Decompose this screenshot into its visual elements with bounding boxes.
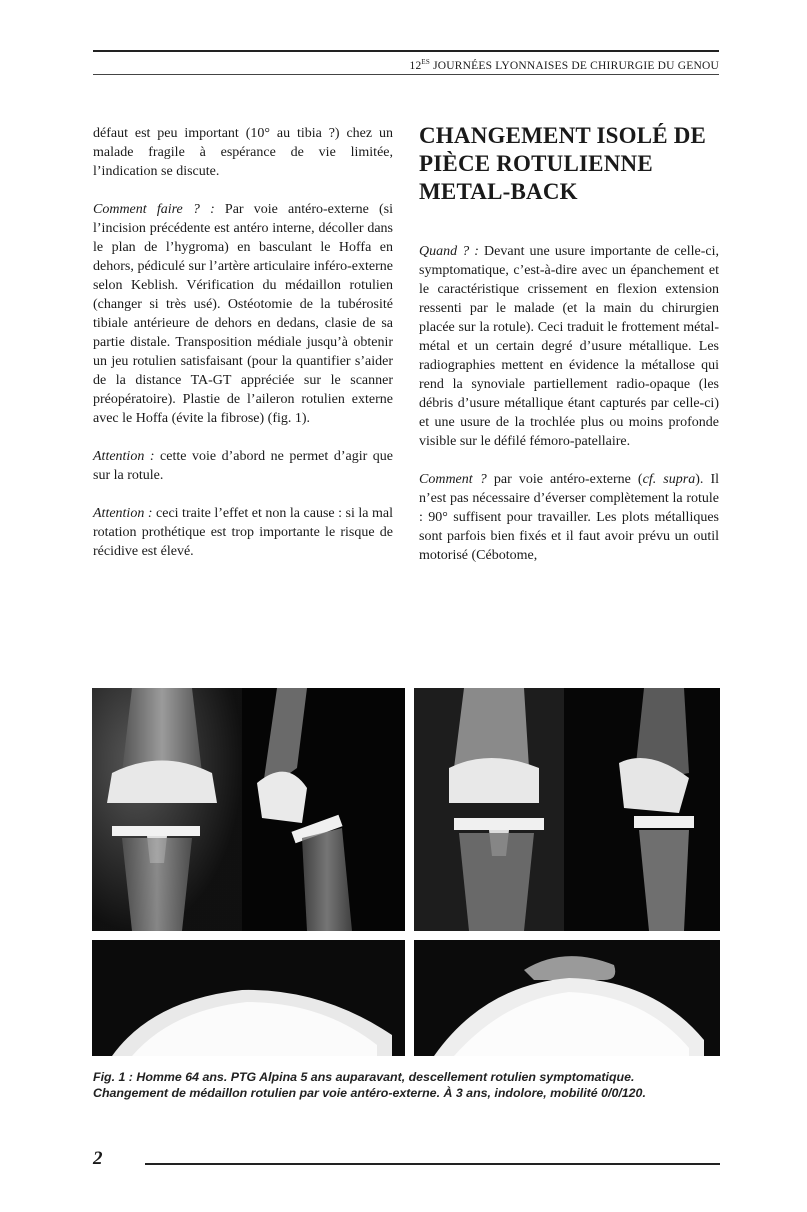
caption-line-1: Fig. 1 : Homme 64 ans. PTG Alpina 5 ans auparavant, descellement rotulien symptomatique. (93, 1070, 635, 1084)
left-paragraph-4 (93, 504, 393, 561)
section-title-line-2: PIÈCE ROTULIENNE (419, 151, 653, 176)
xray-before-patella (92, 940, 405, 1056)
left-p3-text: cette voie d’abord ne permet d’agir que sur la rotule. (93, 449, 393, 483)
right-p2-text-1: par voie antéro-externe ( (486, 472, 643, 487)
right-paragraph-2 (419, 470, 719, 565)
left-p4-lead: Attention : (93, 506, 153, 521)
caption-line-2: Changement de médaillon rotulien par voie antéro-externe. À 3 ans, indolore, mobilité 0/0/120. (93, 1086, 646, 1100)
page-number: 2 (93, 1148, 103, 1169)
right-column (419, 122, 719, 584)
right-p2-text-2: ). Il n’est pas nécessaire d’éverser complètement la rotule : 90° suffisent pour travailler. Les plots métalliques sont parfois bien fixés et il faut avoir prévu un outil motorisé (Cébotome, (419, 472, 720, 563)
left-paragraph-2 (93, 200, 393, 428)
left-p3-lead: Attention : (93, 449, 155, 464)
left-p4-text: ceci traite l’effet et non la cause : si la mal rotation prothétique est trop importante le risque de récidive est élevé. (93, 506, 393, 559)
section-title-line-1: CHANGEMENT ISOLÉ DE (419, 123, 707, 148)
section-title-line-3: METAL-BACK (419, 179, 578, 204)
figure-1 (92, 688, 720, 1056)
header-superscript: ES (421, 58, 430, 66)
left-p2-text: Par voie antéro-externe (si l’incision précédente est antéro interne, décoller dans le plan de l’hygroma) en basculant le Hoffa en dehors, pédiculé sur l’artère articulaire inféro-externe selon Keblish. Vérification du médaillon rotulien (changer si très usé). Ostéotomie de la tubérosité tibiale antérieure de dehors en dedans, clasie de sa partie distale. Transposition médiale jusqu’à obtenir un jeu rotulien satisfaisant (pour la quantifier s’aider de la distance TA-GT appréciée sur le scanner préopératoire). Plastie de l’aileron rotulien externe avec le Hoffa (évite la fibrose) (fig. 1). (93, 202, 394, 426)
right-paragraph-1 (419, 242, 719, 451)
figure-caption (93, 1069, 723, 1101)
xray-before-knee (92, 688, 405, 931)
left-column (93, 124, 393, 580)
right-p1-text: Devant une usure importante de celle-ci, symptomatique, c’est-à-dire avec un épanchement et le caractéristique crissement en flexion extension ressenti par le malade (et la main du chirurgien placée sur la rotule). Ceci traduit le frottement métal-métal et un certain degré d’usure métallique. Les radiographies mettent en évidence la métallose qui rend la synoviale partiellement radio-opaque (les débris d’usure métallique étant capturés par celle-ci) et une usure de la trochlée plus ou moins profonde visible sur le défilé fémoro-patellaire. (419, 244, 719, 449)
left-paragraph-1: défaut est peu important (10° au tibia ?) chez un malade fragile à espérance de vie limitée, l’indication se discute. (93, 126, 393, 179)
header-title: JOURNÉES LYONNAISES DE CHIRURGIE DU GENOU (433, 59, 719, 72)
header-rule-top (93, 50, 719, 52)
header-rule-bottom (93, 74, 719, 75)
footer-rule (145, 1163, 720, 1165)
right-p1-lead: Quand ? : (419, 244, 479, 259)
xray-after-patella (414, 940, 720, 1056)
right-p2-cf: cf. supra (642, 472, 696, 487)
xray-after-knee (414, 688, 720, 931)
header-number: 12 (409, 59, 422, 72)
right-p2-lead: Comment ? (419, 472, 487, 487)
running-header (410, 58, 719, 72)
left-p2-lead: Comment faire ? : (93, 202, 215, 217)
left-paragraph-3 (93, 447, 393, 485)
section-title (419, 122, 719, 206)
